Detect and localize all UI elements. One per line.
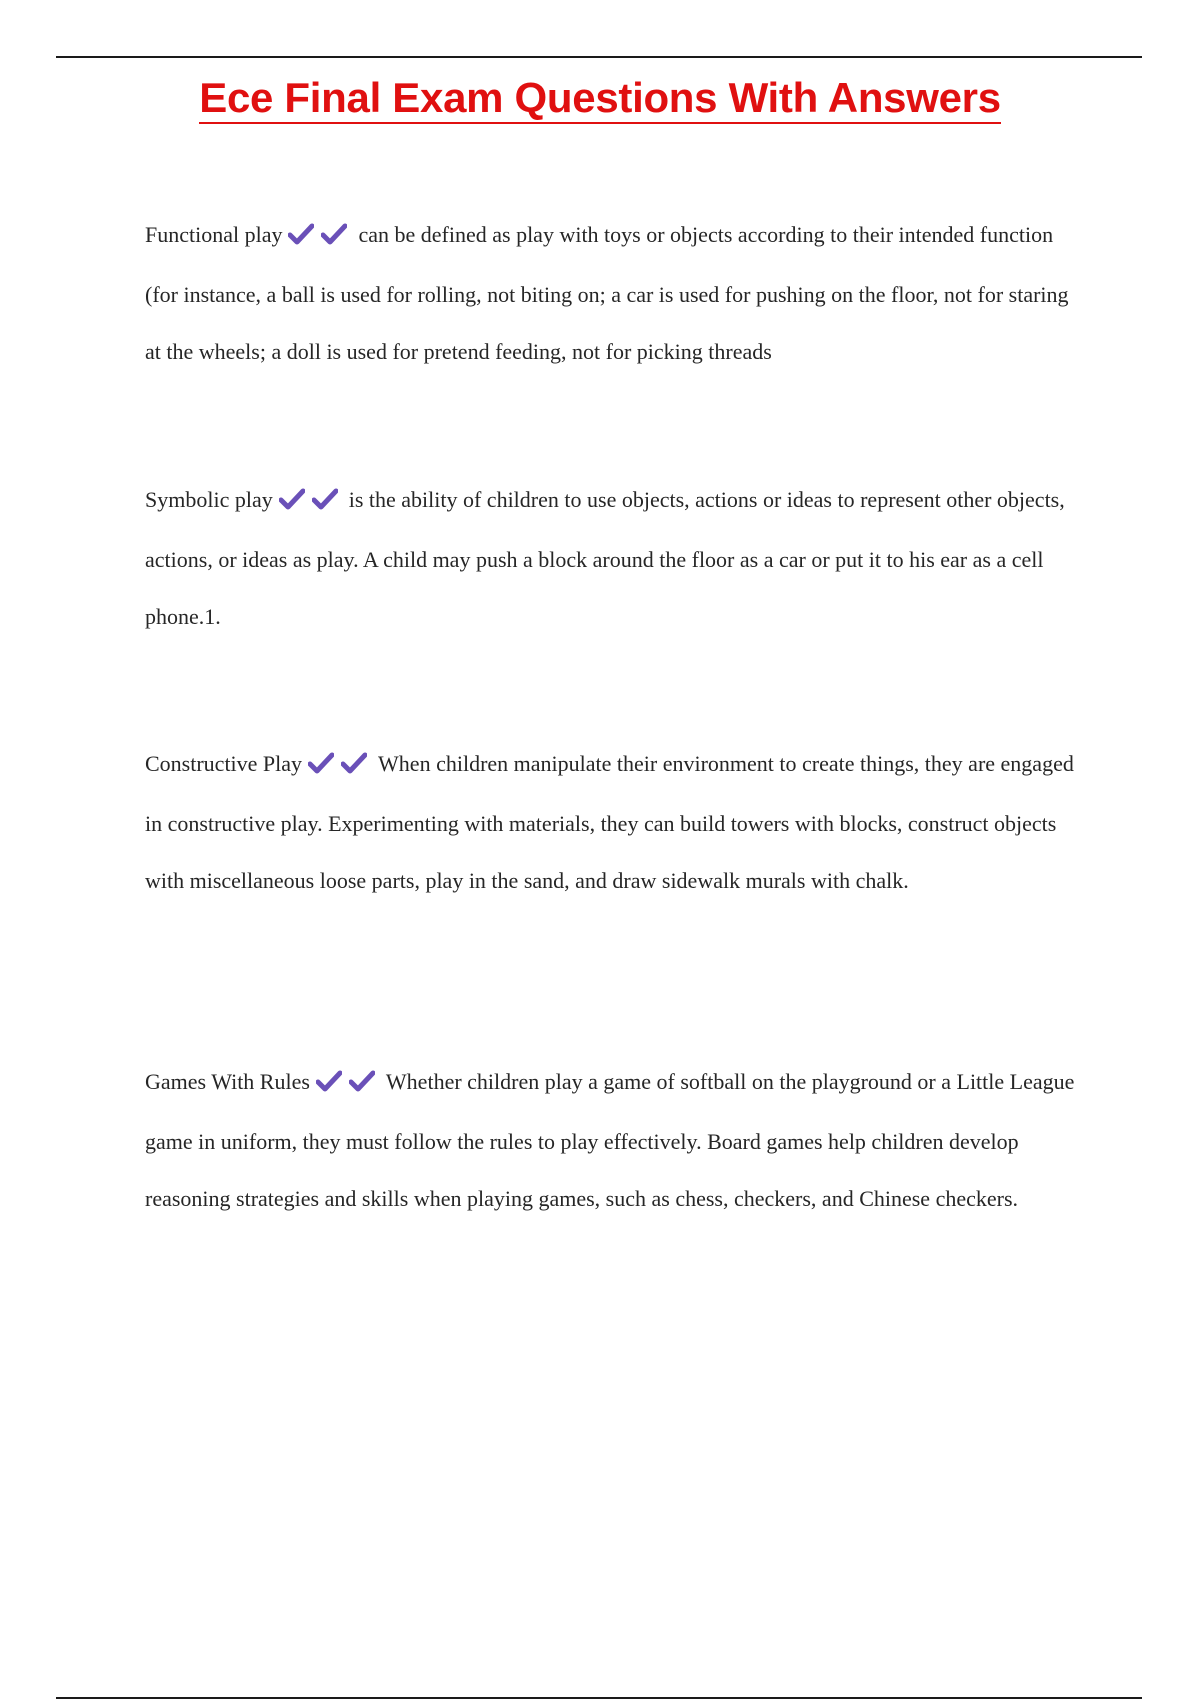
entry-term: Games With Rules (145, 1069, 310, 1094)
double-checkmark-icon (308, 738, 374, 795)
entry-term: Constructive Play (145, 751, 303, 776)
double-checkmark-icon (316, 1056, 382, 1113)
checkmark-icon (321, 223, 347, 245)
entry-definition: is the ability of children to use objects, actions or ideas to represent other objects, actions, or ideas as play. A child may push a block around the floor as a car or put it to his ear as a cell phone.1. (145, 487, 1065, 629)
entry-term: Symbolic play (145, 487, 273, 512)
checkmark-icon (288, 223, 314, 245)
entry-term: Functional play (145, 222, 283, 247)
qa-entry-functional-play (145, 206, 1085, 380)
page-title (0, 74, 1200, 122)
qa-entry-constructive-play (145, 735, 1085, 909)
checkmark-icon (312, 488, 338, 510)
checkmark-icon (349, 1070, 375, 1092)
page-title-text: Ece Final Exam Questions With Answers (199, 74, 1001, 124)
entry-definition: can be defined as play with toys or objects according to their intended function (for instance, a ball is used for rolling, not biting on; a car is used for pushing on the floor, not for staring at the wheels; a doll is used for pretend feeding, not for picking threads (145, 222, 1069, 364)
footer-rule (56, 1697, 1142, 1699)
checkmark-icon (341, 752, 367, 774)
entry-definition: When children manipulate their environment to create things, they are engaged in constructive play. Experimenting with materials, they can build towers with blocks, construct objects with miscellaneous loose parts, play in the sand, and draw sidewalk murals with chalk. (145, 751, 1074, 893)
checkmark-icon (308, 752, 334, 774)
checkmark-icon (279, 488, 305, 510)
entry-definition: Whether children play a game of softball on the playground or a Little League game in uniform, they must follow the rules to play effectively. Board games help children develop reasoning strategies and skills when playing games, such as chess, checkers, and Chinese checkers. (145, 1069, 1075, 1211)
qa-entry-symbolic-play (145, 471, 1085, 645)
qa-entry-games-with-rules (145, 1053, 1085, 1227)
double-checkmark-icon (288, 209, 354, 266)
checkmark-icon (316, 1070, 342, 1092)
header-rule (56, 56, 1142, 58)
double-checkmark-icon (279, 474, 345, 531)
